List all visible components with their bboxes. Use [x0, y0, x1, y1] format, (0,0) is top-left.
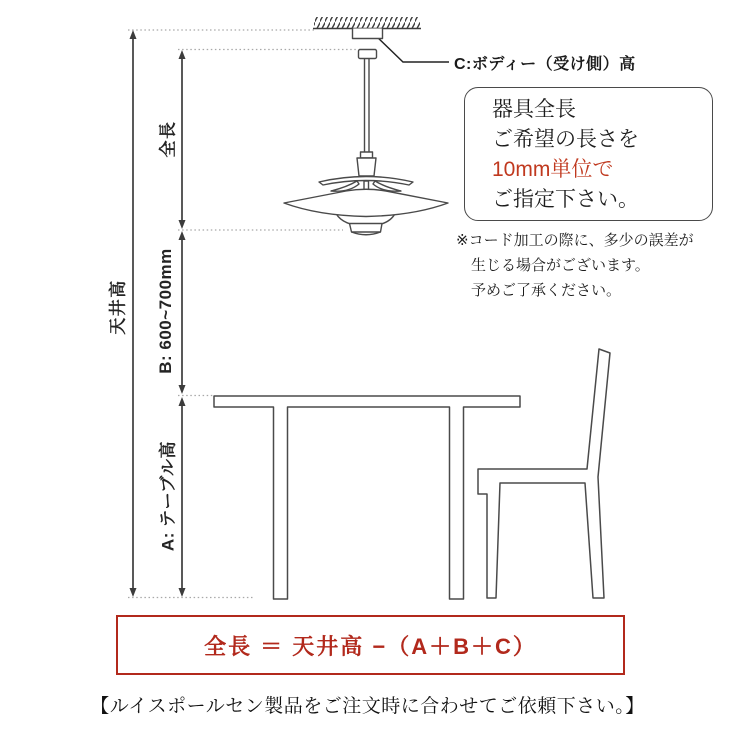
length-spec-info-box: [464, 87, 713, 221]
note-line-3: 予めご了承ください。: [471, 282, 622, 299]
note-line-2: 生じる場合がございます。: [471, 257, 650, 274]
length-formula-text: 全長 ＝ 天井高 −（A＋B＋C）: [204, 633, 537, 659]
cord-caution-note: [456, 228, 732, 303]
info-line-4: ご指定下さい。: [492, 188, 639, 211]
dimension-c-label: C:ボディー（受け側）高: [454, 56, 636, 73]
dining-table-icon: [214, 396, 520, 599]
fixture-length-label: 全長: [158, 120, 178, 158]
pendant-lamp-icon: [284, 29, 448, 235]
info-line-2: ご希望の長さを: [492, 128, 639, 151]
footer-caption: 【ルイスポールセン製品をご注文時に合わせてご依頼下さい。】: [90, 696, 645, 717]
length-formula-box: [116, 615, 625, 675]
ceiling-height-label: 天井高: [108, 279, 128, 335]
dimension-b-label: B: 600~700mm: [156, 248, 175, 374]
info-line-3-highlight: 10mm単位で: [492, 158, 614, 181]
chair-icon: [478, 349, 610, 598]
note-line-1: ※コード加工の際に、多少の誤差が: [456, 232, 694, 249]
ceiling-hatch-icon: [313, 17, 421, 29]
c-pointer-line: [374, 34, 449, 62]
info-line-1: 器具全長: [492, 98, 576, 121]
dimension-a-label: A: テーブル高: [158, 440, 178, 552]
